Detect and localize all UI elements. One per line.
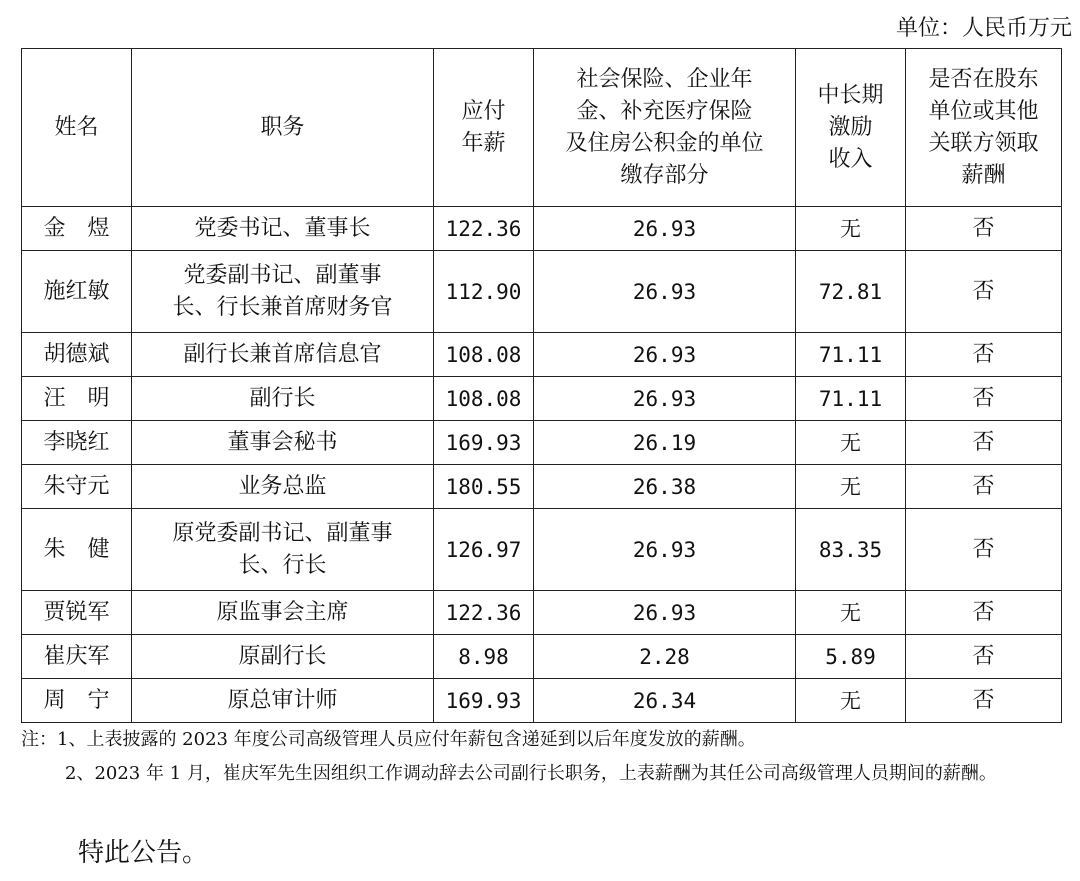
cell-contribution: 26.34 [534,679,796,723]
header-incentive: 中长期 激励 收入 [796,49,906,207]
table-row [22,207,1062,251]
cell-incentive: 5.89 [796,635,906,679]
table-row [22,679,1062,723]
closing-statement: 特此公告。 [78,838,209,868]
header-related-party: 是否在股东 单位或其他 关联方领取 薪酬 [906,49,1062,207]
cell-name: 胡德斌 [22,333,132,377]
cell-incentive: 无 [796,207,906,251]
cell-name: 施红敏 [22,251,132,333]
cell-position: 原监事会主席 [132,591,434,635]
cell-position: 原副行长 [132,635,434,679]
cell-incentive: 无 [796,421,906,465]
cell-salary: 122.36 [434,591,534,635]
cell-position: 原党委副书记、副董事 长、行长 [132,509,434,591]
cell-name: 汪 明 [22,377,132,421]
cell-name: 贾锐军 [22,591,132,635]
cell-incentive: 83.35 [796,509,906,591]
cell-salary: 112.90 [434,251,534,333]
cell-contribution: 26.93 [534,251,796,333]
cell-contribution: 26.93 [534,591,796,635]
cell-salary: 169.93 [434,421,534,465]
unit-label: 单位：人民币万元 [895,16,1072,41]
cell-salary: 108.08 [434,333,534,377]
cell-related: 否 [906,465,1062,509]
cell-incentive: 71.11 [796,333,906,377]
cell-position: 党委书记、董事长 [132,207,434,251]
table-row [22,591,1062,635]
footnote-1: 注：1、上表披露的 2023 年度公司高级管理人员应付年薪包含递延到以后年度发放的薪酬。 [21,729,756,750]
cell-name: 朱 健 [22,509,132,591]
cell-related: 否 [906,251,1062,333]
cell-salary: 180.55 [434,465,534,509]
cell-position: 业务总监 [132,465,434,509]
cell-position: 党委副书记、副董事 长、行长兼首席财务官 [132,251,434,333]
cell-contribution: 26.93 [534,377,796,421]
cell-position: 副行长 [132,377,434,421]
cell-contribution: 26.38 [534,465,796,509]
table-row [22,509,1062,591]
cell-incentive: 71.11 [796,377,906,421]
cell-salary: 126.97 [434,509,534,591]
cell-salary: 108.08 [434,377,534,421]
compensation-table [21,48,1062,723]
table-row [22,333,1062,377]
cell-name: 朱守元 [22,465,132,509]
cell-name: 崔庆军 [22,635,132,679]
cell-incentive: 无 [796,591,906,635]
cell-related: 否 [906,207,1062,251]
cell-related: 否 [906,421,1062,465]
cell-position: 董事会秘书 [132,421,434,465]
header-contribution: 社会保险、企业年 金、补充医疗保险 及住房公积金的单位 缴存部分 [534,49,796,207]
header-salary: 应付 年薪 [434,49,534,207]
cell-contribution: 26.93 [534,207,796,251]
cell-incentive: 无 [796,679,906,723]
cell-contribution: 26.19 [534,421,796,465]
footnote-2: 2、2023 年 1 月，崔庆军先生因组织工作调动辞去公司副行长职务，上表薪酬为其任公司高级管理人员期间的薪酬。 [65,763,997,784]
cell-related: 否 [906,591,1062,635]
header-position: 职务 [132,49,434,207]
cell-related: 否 [906,333,1062,377]
header-name: 姓名 [22,49,132,207]
table-row [22,377,1062,421]
table-row [22,251,1062,333]
table-header-row [22,49,1062,207]
table-row [22,635,1062,679]
cell-related: 否 [906,635,1062,679]
cell-salary: 169.93 [434,679,534,723]
cell-related: 否 [906,377,1062,421]
cell-salary: 8.98 [434,635,534,679]
cell-contribution: 26.93 [534,333,796,377]
cell-incentive: 无 [796,465,906,509]
cell-salary: 122.36 [434,207,534,251]
cell-related: 否 [906,509,1062,591]
cell-name: 金 煜 [22,207,132,251]
cell-related: 否 [906,679,1062,723]
cell-incentive: 72.81 [796,251,906,333]
cell-name: 李晓红 [22,421,132,465]
cell-contribution: 26.93 [534,509,796,591]
table-row [22,465,1062,509]
cell-position: 原总审计师 [132,679,434,723]
cell-contribution: 2.28 [534,635,796,679]
cell-position: 副行长兼首席信息官 [132,333,434,377]
table-row [22,421,1062,465]
cell-name: 周 宁 [22,679,132,723]
